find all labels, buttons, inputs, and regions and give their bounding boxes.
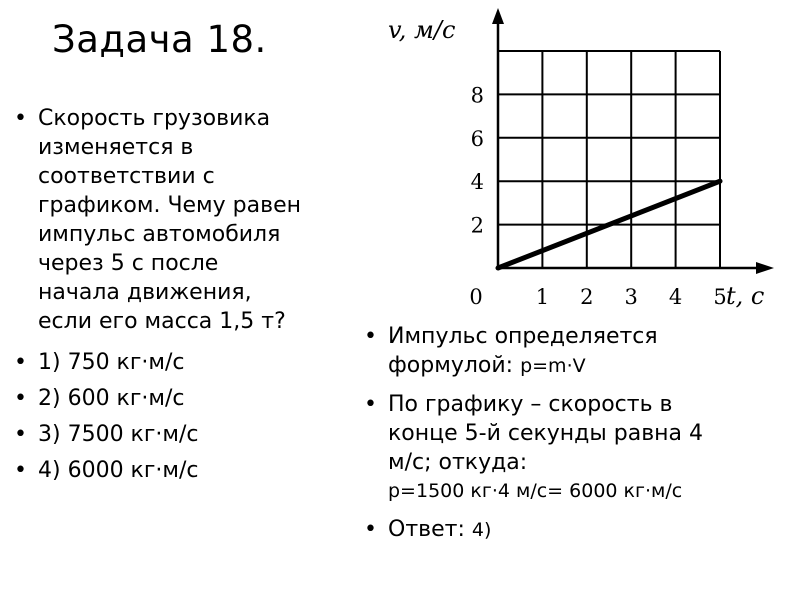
answer-option-2: • 2) 600 кг·м/с: [12, 384, 382, 413]
solution-answer: [362, 515, 792, 545]
solution-graph-reading: [362, 390, 792, 506]
answer-option-3: • 3) 7500 кг·м/с: [12, 420, 382, 449]
solution-line: [388, 351, 792, 381]
solution-formula: [362, 322, 792, 381]
answer-value: 4): [471, 519, 492, 541]
momentum-formula: p=m·V: [520, 355, 586, 377]
question-line: импульс автомобиля: [38, 222, 281, 247]
question-line: • Скорость грузовика: [38, 106, 271, 131]
solution-text: формулой:: [388, 353, 521, 378]
y-axis-label: v, м/с: [388, 16, 456, 44]
question-list: [12, 104, 382, 492]
solution-calculation: p=1500 кг·4 м/с= 6000 кг·м/с: [388, 480, 683, 502]
y-tick-label: 8: [470, 83, 484, 108]
y-tick-label: 2: [470, 213, 484, 238]
answer-option-4: • 4) 6000 кг·м/с: [12, 456, 382, 485]
answer-option-1: • 1) 750 кг·м/с: [12, 348, 382, 377]
question-line: если его масса 1,5 т?: [38, 309, 286, 334]
question-line: через 5 с после: [38, 251, 219, 276]
x-tick-label: 5: [713, 285, 727, 309]
velocity-time-chart: [380, 0, 780, 320]
y-tick-label: 6: [470, 126, 484, 151]
x-axis-arrow: [756, 262, 774, 274]
solution-line: • По графику – скорость в: [388, 392, 673, 417]
slide-title: Задача 18.: [52, 18, 267, 61]
origin-label: 0: [469, 285, 483, 309]
solution-line: • Импульс определяется: [388, 324, 658, 349]
question-text: [12, 104, 382, 336]
question-line: начала движения,: [38, 280, 252, 305]
x-tick-label: 4: [668, 285, 683, 309]
x-axis-label: t, с: [726, 282, 765, 310]
y-axis-arrow: [492, 8, 504, 24]
solution-list: [362, 322, 792, 554]
answer-label: Ответ:: [388, 517, 472, 542]
x-tick-label: 2: [580, 285, 594, 309]
question-line: графиком. Чему равен: [38, 193, 302, 218]
x-tick-label: 3: [624, 285, 638, 309]
y-tick-label: 4: [470, 170, 484, 195]
solution-line: м/с; откуда:: [388, 450, 528, 475]
question-line: изменяется в: [38, 135, 194, 160]
solution-line: конце 5-й секунды равна 4: [388, 421, 704, 446]
question-line: соответствии с: [38, 164, 215, 189]
x-tick-label: 1: [535, 285, 550, 309]
